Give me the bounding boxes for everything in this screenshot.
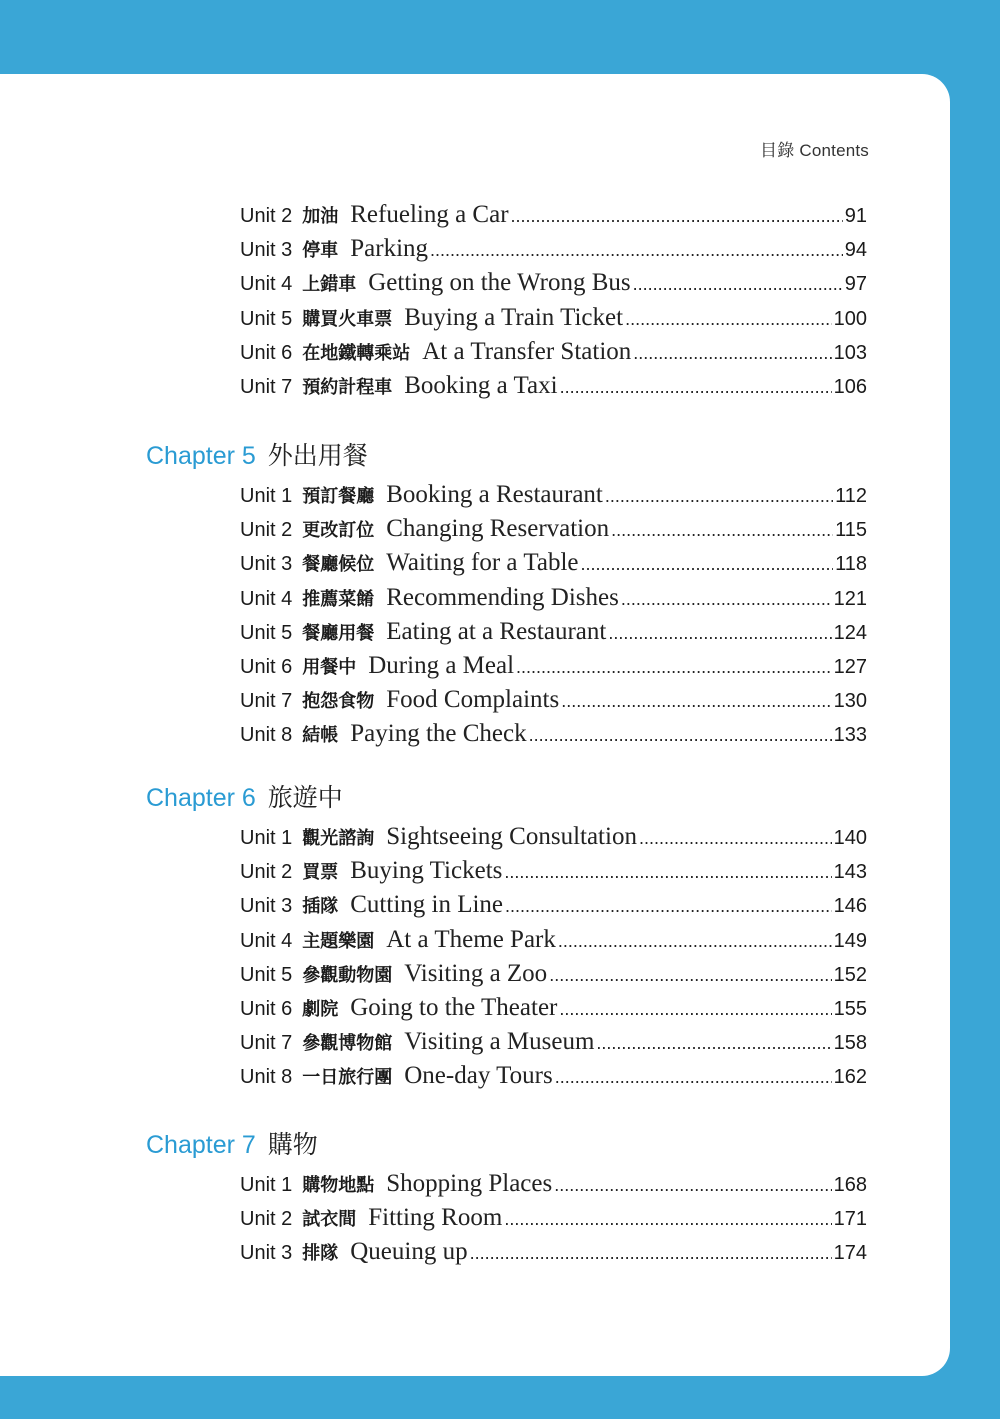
page-number: 171 [833, 1208, 867, 1231]
unit-list [240, 823, 867, 1097]
dot-leader [639, 828, 832, 849]
dot-leader [608, 623, 831, 644]
toc-entry[interactable] [240, 926, 867, 960]
page-number: 118 [835, 553, 867, 576]
dot-leader [581, 554, 834, 575]
unit-label: Unit 1 [240, 1174, 293, 1196]
unit-label: Unit 7 [240, 690, 293, 713]
unit-title-en: One-day Tours [404, 1062, 553, 1090]
chapter-number: Chapter 5 [146, 442, 256, 470]
chapter-heading[interactable] [146, 782, 343, 814]
unit-title-en: Paying the Check [350, 720, 527, 748]
unit-title-cn: 用餐中 [302, 656, 357, 677]
chapter-heading[interactable] [146, 440, 368, 472]
page-number: 124 [833, 621, 867, 644]
unit-label: Unit 7 [240, 375, 293, 398]
unit-title-cn: 結帳 [302, 725, 339, 746]
unit-label: Unit 2 [240, 205, 293, 227]
toc-entry[interactable] [240, 1028, 867, 1062]
toc-entry[interactable] [240, 481, 867, 515]
unit-title-en: At a Transfer Station [422, 337, 632, 365]
unit-label: Unit 4 [240, 587, 293, 610]
toc-entry[interactable] [240, 1238, 867, 1272]
page-number: 94 [844, 239, 867, 262]
unit-title-en: Queuing up [350, 1238, 468, 1266]
unit-title-cn: 試衣間 [302, 1209, 357, 1230]
toc-entry[interactable] [240, 891, 867, 925]
unit-title-en: Shopping Places [386, 1170, 553, 1197]
toc-entry[interactable] [240, 515, 867, 549]
dot-leader [529, 725, 832, 746]
unit-title-cn: 參觀博物館 [302, 1033, 393, 1054]
toc-entry[interactable] [240, 304, 867, 338]
toc-entry[interactable] [240, 584, 867, 618]
unit-title-cn: 劇院 [302, 998, 339, 1019]
page-number: 152 [833, 963, 867, 986]
unit-title-cn: 餐廳用餐 [302, 622, 375, 643]
dot-leader [560, 377, 832, 398]
dot-leader [561, 691, 831, 712]
unit-label: Unit 6 [240, 997, 293, 1020]
unit-title-cn: 餐廳候位 [302, 554, 375, 575]
toc-entry[interactable] [240, 1170, 867, 1204]
unit-title-en: Fitting Room [368, 1204, 503, 1232]
unit-title-en: Waiting for a Table [386, 549, 579, 577]
toc-entry[interactable] [240, 618, 867, 652]
toc-entry[interactable] [240, 549, 867, 583]
page-header: 目錄 Contents [760, 141, 869, 160]
unit-title-en: During a Meal [368, 651, 515, 679]
toc-entry[interactable] [240, 269, 867, 303]
dot-leader [621, 589, 832, 610]
dot-leader [504, 1209, 831, 1230]
chapter-title-cn: 旅遊中 [267, 784, 343, 812]
page-number: 146 [833, 895, 867, 918]
dot-leader [516, 657, 832, 678]
unit-title-en: Refueling a Car [350, 201, 509, 228]
unit-label: Unit 4 [240, 929, 293, 952]
page-number: 162 [833, 1066, 867, 1089]
chapter-number: Chapter 7 [146, 1131, 256, 1159]
dot-leader [559, 999, 831, 1020]
unit-title-en: Buying a Train Ticket [404, 303, 624, 331]
unit-list [240, 481, 867, 755]
page-number: 140 [833, 827, 867, 849]
page-number: 100 [833, 307, 867, 330]
unit-label: Unit 4 [240, 273, 293, 296]
toc-entry[interactable] [240, 960, 867, 994]
dot-leader [605, 486, 833, 507]
unit-label: Unit 3 [240, 895, 293, 918]
page-number: 130 [833, 690, 867, 713]
page-number: 143 [833, 861, 867, 884]
toc-entry[interactable] [240, 1062, 867, 1096]
unit-label: Unit 5 [240, 307, 293, 330]
unit-title-en: Recommending Dishes [386, 583, 619, 611]
unit-title-en: Buying Tickets [350, 857, 503, 885]
unit-title-cn: 預訂餐廳 [302, 486, 375, 506]
toc-entry[interactable] [240, 1204, 867, 1238]
dot-leader [555, 1067, 832, 1088]
unit-title-cn: 買票 [302, 862, 339, 883]
page-number: 133 [833, 724, 867, 747]
dot-leader [470, 1243, 832, 1264]
unit-label: Unit 3 [240, 1242, 293, 1265]
unit-title-cn: 加油 [302, 206, 339, 226]
dot-leader [625, 309, 832, 330]
unit-label: Unit 5 [240, 963, 293, 986]
unit-title-cn: 參觀動物園 [302, 964, 393, 985]
unit-title-cn: 預約計程車 [302, 376, 393, 397]
unit-title-en: Booking a Taxi [404, 371, 558, 399]
unit-label: Unit 3 [240, 239, 293, 262]
unit-title-cn: 主題樂園 [302, 930, 375, 951]
page-number: 155 [833, 997, 867, 1020]
dot-leader [504, 862, 831, 883]
unit-title-cn: 在地鐵轉乘站 [302, 342, 411, 363]
unit-title-cn: 一日旅行團 [302, 1067, 393, 1088]
page-number: 91 [844, 205, 867, 227]
unit-title-en: Food Complaints [386, 686, 560, 714]
toc-entry[interactable] [240, 201, 867, 235]
dot-leader [430, 240, 843, 261]
toc-entry[interactable] [240, 720, 867, 754]
dot-leader [549, 965, 831, 986]
unit-title-en: Changing Reservation [386, 515, 610, 543]
page-number: 174 [833, 1242, 867, 1265]
unit-title-cn: 購物地點 [302, 1175, 375, 1195]
unit-list [240, 201, 867, 406]
toc-entry[interactable] [240, 857, 867, 891]
page-number: 168 [833, 1174, 867, 1196]
unit-label: Unit 5 [240, 621, 293, 644]
page-number: 149 [833, 929, 867, 952]
unit-title-cn: 觀光諮詢 [302, 828, 375, 848]
page-number: 158 [833, 1032, 867, 1055]
page-number: 103 [833, 341, 867, 364]
dot-leader [505, 896, 832, 917]
page-number: 112 [835, 485, 867, 507]
unit-title-cn: 更改訂位 [302, 520, 375, 541]
unit-label: Unit 2 [240, 861, 293, 884]
unit-label: Unit 8 [240, 724, 293, 747]
unit-title-en: Cutting in Line [350, 891, 504, 919]
chapter-heading[interactable] [146, 1129, 318, 1161]
dot-leader [633, 343, 831, 364]
unit-label: Unit 1 [240, 485, 293, 507]
unit-label: Unit 7 [240, 1032, 293, 1055]
unit-label: Unit 2 [240, 1208, 293, 1231]
toc-entry[interactable] [240, 338, 867, 372]
dot-leader [511, 206, 843, 227]
unit-title-en: Going to the Theater [350, 993, 558, 1021]
unit-title-en: Getting on the Wrong Bus [368, 269, 631, 297]
unit-title-en: Sightseeing Consultation [386, 823, 637, 850]
unit-label: Unit 6 [240, 655, 293, 678]
toc-entry[interactable] [240, 994, 867, 1028]
toc-entry[interactable] [240, 235, 867, 269]
unit-label: Unit 8 [240, 1066, 293, 1089]
unit-title-cn: 購買火車票 [302, 308, 393, 329]
page-number: 106 [833, 375, 867, 398]
dot-leader [554, 1175, 831, 1196]
unit-label: Unit 1 [240, 827, 293, 849]
unit-title-en: At a Theme Park [386, 925, 556, 953]
unit-title-en: Visiting a Zoo [404, 959, 548, 987]
unit-title-cn: 停車 [302, 240, 339, 261]
page-number: 127 [833, 655, 867, 678]
page-number: 97 [844, 273, 867, 296]
unit-title-en: Visiting a Museum [404, 1028, 595, 1056]
unit-label: Unit 3 [240, 553, 293, 576]
unit-title-cn: 上錯車 [302, 274, 357, 295]
unit-title-cn: 排隊 [302, 1243, 339, 1264]
unit-label: Unit 2 [240, 519, 293, 542]
dot-leader [596, 1033, 831, 1054]
dot-leader [633, 274, 843, 295]
unit-label: Unit 6 [240, 341, 293, 364]
unit-title-cn: 抱怨食物 [302, 691, 375, 712]
chapter-number: Chapter 6 [146, 784, 256, 812]
unit-title-en: Parking [350, 235, 429, 263]
unit-title-en: Eating at a Restaurant [386, 617, 607, 645]
chapter-title-cn: 外出用餐 [267, 442, 368, 470]
page-number: 115 [835, 519, 867, 542]
page-number: 121 [833, 587, 867, 610]
dot-leader [558, 931, 832, 952]
unit-title-cn: 推薦菜餚 [302, 588, 375, 609]
toc-entry[interactable] [240, 372, 867, 406]
toc-entry[interactable] [240, 686, 867, 720]
dot-leader [611, 520, 833, 541]
unit-title-en: Booking a Restaurant [386, 481, 603, 508]
unit-title-cn: 插隊 [302, 896, 339, 917]
unit-list [240, 1170, 867, 1273]
toc-entry[interactable] [240, 823, 867, 857]
toc-entry[interactable] [240, 652, 867, 686]
chapter-title-cn: 購物 [267, 1131, 318, 1159]
